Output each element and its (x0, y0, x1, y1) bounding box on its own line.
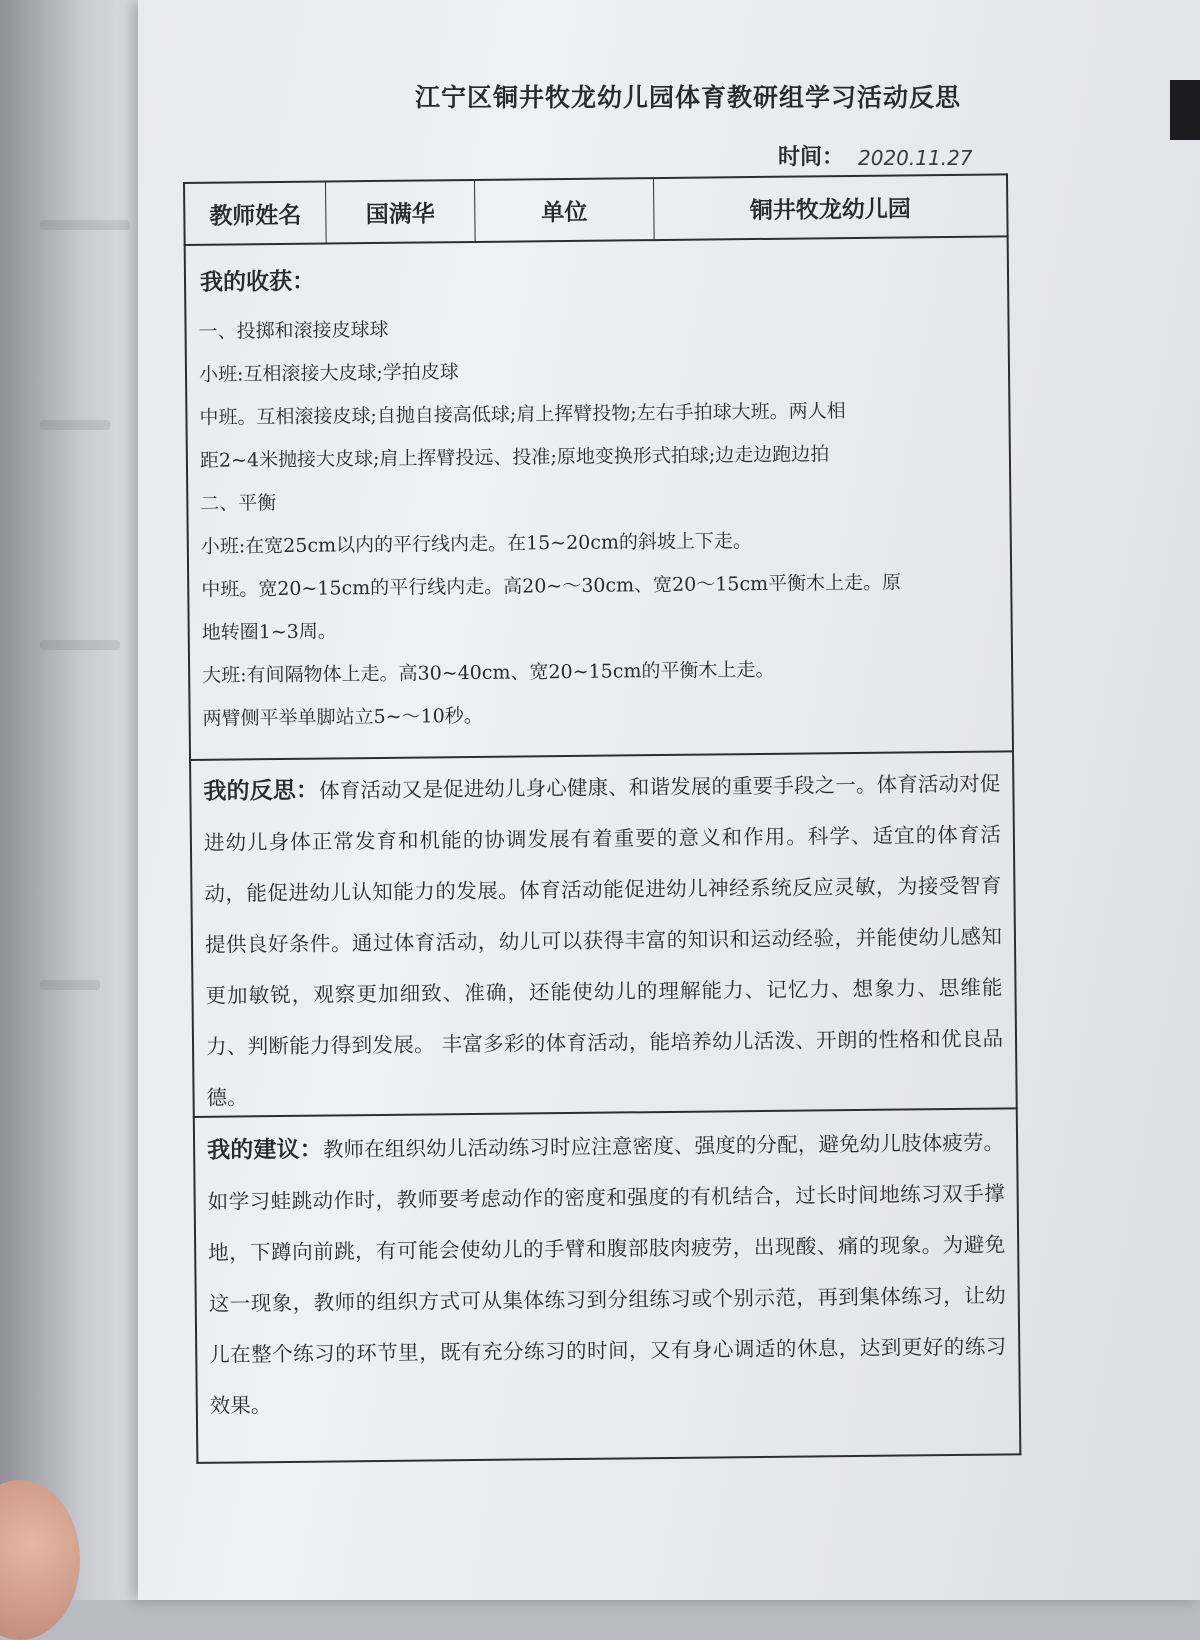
reflection-form (183, 173, 1022, 1482)
reflection-paragraph (203, 758, 1004, 1123)
suggestion-text: 教师在组织幼儿活动练习时应注意密度、强度的分配，避免幼儿肢体疲劳。如学习蛙跳动作时，教师要考虑动作的密度和强度的有机结合，过长时间地练习双手撑地，下蹲向前跳，有可能会使幼儿的手臂和腹部肢肉疲劳，出现酸、痛的现象。为避免这一现象，教师的组织方式可从集体练习到分组练习或个别示范，再到集体练习，让幼儿在整个练习的环节里，既有充分练习的时间，又有身心调适的休息，达到更好的练习效果。 (207, 1130, 1007, 1418)
gains-section (184, 237, 1014, 761)
gains-line: 一、投掷和滚接皮球球 (198, 318, 389, 343)
ghost-text (40, 420, 110, 430)
gains-line: 二、平衡 (200, 492, 277, 515)
page-corner-shadow (1170, 80, 1200, 140)
ghost-text (40, 640, 120, 650)
gains-line: 小班:在宽25cm以内的平行线内走。在15~20cm的斜坡上下走。 (200, 530, 753, 558)
reflection-section (189, 752, 1018, 1118)
suggestion-heading: 我的建议： (207, 1136, 324, 1164)
document-page (138, 0, 1200, 1600)
unit-label: 单位 (474, 178, 654, 242)
gains-line: 中班。互相滚接皮球;自抛自接高低球;肩上挥臂投物;左右手拍球大班。两人相 (199, 400, 846, 429)
header-table (183, 173, 1009, 246)
gains-heading: 我的收获： (199, 268, 316, 296)
gains-line: 大班:有间隔物体上走。高30~40cm、宽20~15cm的平衡木上走。 (202, 658, 775, 687)
left-page-edge (0, 0, 150, 1600)
handwritten-date: 2020.11.27 (858, 146, 973, 170)
reflection-text: 体育活动又是促进幼儿身心健康、和谐发展的重要手段之一。体育活动对促进幼儿身体正常发育和机能的协调发展有着重要的意义和作用。科学、适宜的体育活动，能促进幼儿认知能力的发展。体育活动能促进幼儿神经系统反应灵敏，为接受智育提供良好条件。通过体育活动，幼儿可以获得丰富的知识和运动经验，并能使幼儿感知更加敏锐，观察更加细致、准确，还能使幼儿的理解能力、记忆力、想象力、思维能力、判断能力得到发展。 丰富多彩的体育活动，能培养幼儿活泼、开朗的性格和优良品德。 (203, 771, 1004, 1110)
gains-line: 地转圈1~3周。 (201, 620, 337, 644)
gains-line: 中班。宽20~15cm的平行线内走。高20~～30cm、宽20～15cm平衡木上走。原 (201, 571, 902, 601)
document-title: 江宁区铜井牧龙幼儿园体育教研组学习活动反思 (414, 83, 961, 112)
gains-line: 距2~4米抛接大皮球;肩上挥臂投远、投准;原地变换形式拍球;边走边跑边拍 (199, 443, 830, 472)
ghost-text (40, 980, 100, 990)
suggestion-paragraph (207, 1117, 1007, 1431)
gains-line: 小班:互相滚接大皮球;学拍皮球 (198, 361, 459, 386)
teacher-name-label: 教师姓名 (184, 182, 326, 245)
teacher-name-value: 国满华 (326, 180, 476, 244)
gains-line: 两臂侧平举单脚站立5~～10秒。 (202, 704, 483, 730)
ghost-text (40, 220, 130, 230)
suggestion-section (193, 1109, 1022, 1464)
time-label: 时间： (778, 144, 845, 170)
reflection-heading: 我的反思： (203, 777, 320, 805)
unit-value: 铜井牧龙幼儿园 (653, 174, 1007, 240)
